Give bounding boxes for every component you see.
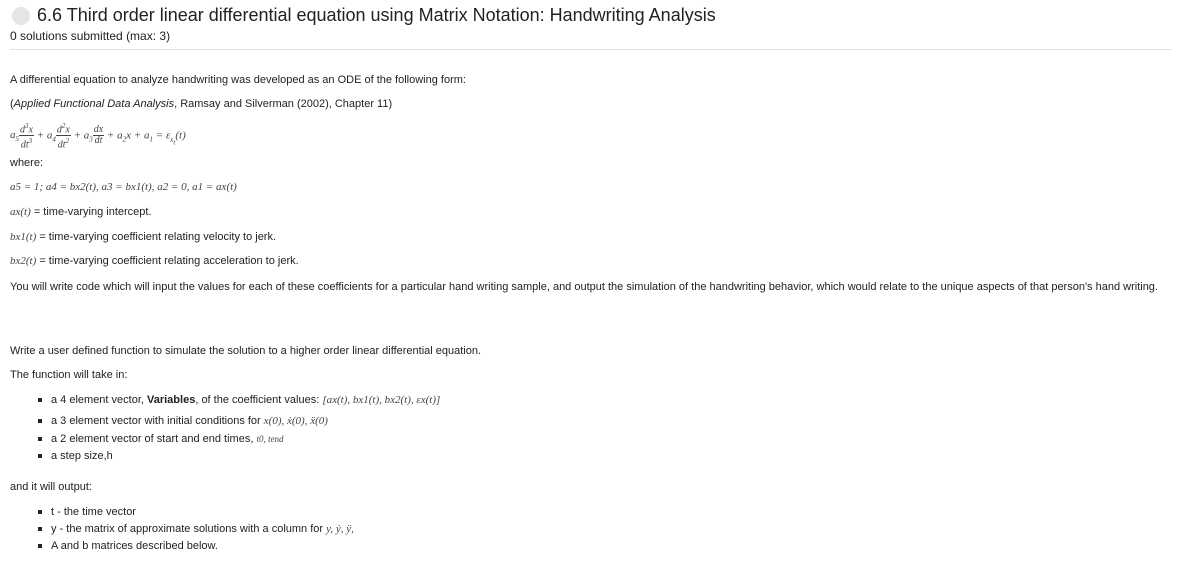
output-item-matrices: A and b matrices described below. xyxy=(51,540,218,552)
input-item-coefficients: a 4 element vector, Variables, of the coefficient values: [ax(t), bx1(t), bx2(t), εx(t)] xyxy=(51,394,441,406)
inputs-heading: The function will take in: xyxy=(10,369,128,381)
input-item-initial-conditions: a 3 element vector with initial conditions for x(0), ẋ(0), ẍ(0) xyxy=(51,415,328,427)
bullet-icon xyxy=(38,437,42,441)
reference-citation: (Applied Functional Data Analysis, Ramsay and Silverman (2002), Chapter 11) xyxy=(10,98,393,110)
task-description: Write a user defined function to simulate the solution to a higher order linear differential equation. xyxy=(10,345,482,357)
ode-equation: $a_5$ $\frac{d^3x}{dt^3}$ + $a_4$ $\frac{d^2x}{dt^2}$ + $a_3$ $\frac{dx}{dt}$ + $a_2x + a_1 = \varepsilon_{x_t}(t)$ xyxy=(10,122,186,151)
status-indicator-icon xyxy=(12,7,30,25)
input-item-step-size: a step size,h xyxy=(51,450,113,462)
bullet-icon xyxy=(38,454,42,458)
bullet-icon xyxy=(38,510,42,514)
bullet-icon xyxy=(38,544,42,548)
definition-bx1: bx1(t) = time-varying coefficient relating velocity to jerk. xyxy=(10,231,277,243)
page-title: 6.6 Third order linear differential equation using Matrix Notation: Handwriting Analysis xyxy=(37,5,716,25)
reference-book-title: Applied Functional Data Analysis xyxy=(13,98,175,110)
output-item-solution-matrix: y - the matrix of approximate solutions with a column for y, ẏ, ÿ, xyxy=(51,523,354,535)
submission-count: 0 solutions submitted (max: 3) xyxy=(10,29,171,43)
bullet-icon xyxy=(38,419,42,423)
outputs-heading: and it will output: xyxy=(10,481,92,493)
bullet-icon xyxy=(38,398,42,402)
definition-bx2: bx2(t) = time-varying coefficient relating acceleration to jerk. xyxy=(10,255,299,267)
output-item-time-vector: t - the time vector xyxy=(51,506,136,518)
input-item-time-span: a 2 element vector of start and end times, t0, tend xyxy=(51,433,284,445)
definition-ax: ax(t) = time-varying intercept. xyxy=(10,206,152,218)
bullet-icon xyxy=(38,527,42,531)
coefficient-definitions: a5 = 1; a4 = bx2(t), a3 = bx1(t), a2 = 0, a1 = ax(t) xyxy=(10,181,237,193)
description-paragraph: You will write code which will input the values for each of these coefficients for a particular hand writing sample, and output the simulation of the handwriting behavior, which would relate to the unique aspects of that person's hand writing. xyxy=(10,281,1158,293)
header-divider xyxy=(10,49,1172,50)
where-label: where: xyxy=(10,157,44,169)
intro-text: A differential equation to analyze handwriting was developed as an ODE of the following form: xyxy=(10,74,466,86)
